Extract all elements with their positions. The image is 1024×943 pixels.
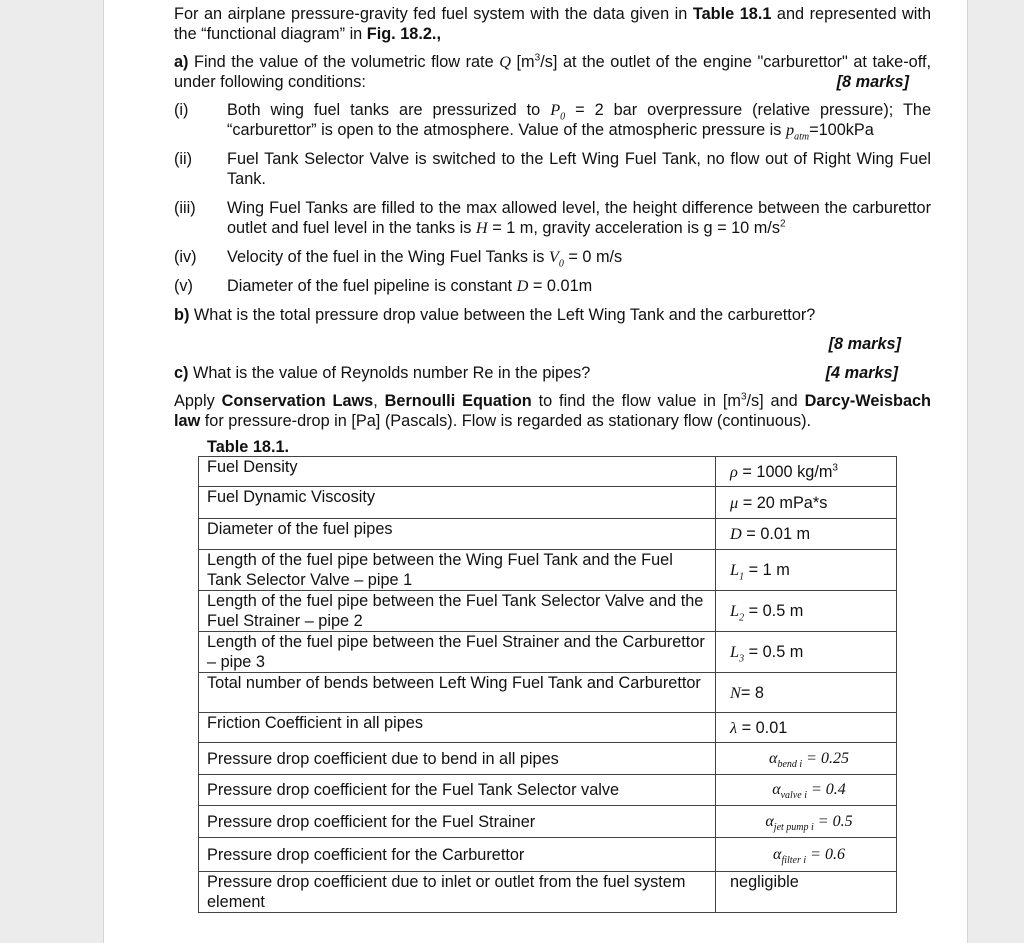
table-row (199, 519, 897, 550)
parameter-value (716, 673, 897, 713)
paragraph-text: for pressure-drop in [Pa] (Pascals). Flow is regarded as stationary flow (continuous). (200, 412, 812, 430)
value-text: = 1000 kg/m (737, 462, 833, 481)
value-text: negligible (730, 873, 799, 891)
subscript: filter i (781, 854, 807, 866)
parameter-name: Pressure drop coefficient for the Carburettor (199, 838, 716, 872)
subscript: 1 (739, 571, 745, 583)
parameter-name: Length of the fuel pipe between the Fuel Tank Selector Valve and the Fuel Strainer – pipe 2 (199, 591, 716, 632)
parameter-name: Friction Coefficient in all pipes (199, 713, 716, 743)
condition-item (174, 247, 931, 270)
parameter-value (716, 713, 897, 743)
subscript: jet pump i (773, 821, 814, 833)
symbol: α (765, 812, 774, 830)
variable: D (516, 276, 529, 295)
table-title: Table 18.1. (207, 438, 290, 456)
question-text: What is the total pressure drop value between the Left Wing Tank and the carburettor? (189, 306, 816, 324)
table-row (199, 743, 897, 775)
symbol: α (773, 845, 782, 863)
figure-reference: Fig. 18.2. (366, 25, 437, 43)
value-text: = 1 m (744, 561, 790, 579)
symbol: α (772, 781, 781, 798)
value-text: = 0.25 (802, 749, 849, 767)
parameter-value (716, 550, 897, 591)
condition-item (174, 149, 931, 189)
parameter-value (716, 838, 897, 872)
variable: p (785, 120, 795, 139)
question-text: Find the value of the volumetric flow rate (188, 53, 500, 71)
value-text: = 8 (740, 683, 764, 702)
table-reference: Table 18.1 (692, 5, 772, 23)
paragraph-text: , (373, 392, 385, 410)
intro-text: For an airplane pressure-gravity fed fuel system with the data given in (174, 5, 693, 23)
table-row (199, 632, 897, 673)
variable: H (475, 218, 488, 237)
variable-q: Q (499, 52, 511, 71)
symbol: λ (730, 717, 738, 737)
condition-text: = 0 m/s (563, 248, 623, 266)
keyword: Darcy-Weisbach law (174, 392, 931, 430)
part-label: c) (174, 364, 189, 382)
condition-number: (ii) (174, 150, 193, 168)
table-row (199, 550, 897, 591)
data-table (198, 456, 897, 913)
condition-text: Diameter of the fuel pipeline is constant (227, 277, 517, 295)
symbol: L (730, 560, 740, 579)
document-content (174, 4, 931, 913)
subscript: atm (794, 131, 810, 143)
condition-text: Fuel Tank Selector Valve is switched to the Left Wing Fuel Tank, no flow out of Right Wing Fuel Tank. (227, 150, 931, 188)
condition-text: Wing Fuel Tanks are filled to the max allowed level, the height difference between the carburettor outlet and fuel level in the tanks is (227, 199, 931, 237)
parameter-value (716, 632, 897, 673)
marks-label: [8 marks] (828, 335, 901, 353)
parameter-value (716, 457, 897, 487)
paragraph-text: Apply (174, 392, 222, 410)
parameter-value (716, 775, 897, 806)
subscript: 0 (558, 258, 564, 270)
condition-text: =100kPa (809, 121, 874, 139)
paragraph-text: to find the flow value in [m (531, 392, 741, 410)
exponent: 3 (832, 462, 838, 474)
intro-paragraph (174, 4, 931, 44)
condition-text: = 2 bar overpressure (relative pressure); The “carburettor” is open to the atmosphere. Value of the atmospheric pressure is (227, 101, 932, 139)
value-text: = 0.5 (813, 812, 853, 830)
condition-item (174, 276, 931, 296)
value-text: = 0.5 m (744, 643, 804, 661)
subscript: valve i (780, 790, 807, 802)
subscript: 0 (560, 111, 566, 123)
symbol: D (730, 524, 742, 543)
condition-text: Velocity of the fuel in the Wing Fuel Tanks is (227, 248, 549, 266)
subscript: 3 (739, 653, 745, 665)
subscript: 2 (739, 612, 745, 624)
condition-number: (i) (174, 101, 189, 119)
part-a-question (174, 52, 931, 92)
condition-item (174, 100, 932, 143)
parameter-name: Total number of bends between Left Wing Fuel Tank and Carburettor (199, 673, 716, 713)
part-c-question (174, 363, 931, 383)
apply-paragraph (174, 391, 931, 431)
question-text: /s] at the outlet of the engine "carburettor" at take-off, under following conditions: (174, 53, 931, 91)
part-b-question (174, 305, 931, 325)
marks-label: [4 marks] (825, 364, 898, 382)
value-text: = 0.5 m (744, 602, 804, 620)
variable: V (548, 247, 559, 266)
condition-text: Both wing fuel tanks are pressurized to (227, 101, 551, 119)
table-row (199, 872, 897, 913)
parameter-value (716, 487, 897, 519)
symbol: L (730, 642, 740, 661)
parameter-name: Fuel Dynamic Viscosity (199, 487, 716, 519)
intro-text: , (436, 25, 441, 43)
table-row (199, 713, 897, 743)
value-text: = 0.4 (806, 781, 846, 798)
parameter-name: Fuel Density (199, 457, 716, 487)
document-page (103, 0, 968, 943)
parameter-name: Length of the fuel pipe between the Wing Fuel Tank and the Fuel Tank Selector Valve – pipe 1 (199, 550, 716, 591)
table-row (199, 806, 897, 838)
table-row (199, 775, 897, 806)
symbol: N (730, 682, 741, 702)
parameter-value (716, 743, 897, 775)
parameter-value (716, 872, 897, 913)
table-row (199, 838, 897, 872)
parameter-name: Length of the fuel pipe between the Fuel Strainer and the Carburettor – pipe 3 (199, 632, 716, 673)
part-b-marks (174, 334, 931, 354)
exponent: 2 (779, 218, 786, 230)
symbol: ρ (730, 461, 738, 481)
table-row (199, 591, 897, 632)
condition-number: (iii) (174, 199, 196, 217)
symbol: α (769, 749, 778, 767)
part-label: a) (174, 53, 189, 71)
parameter-name: Pressure drop coefficient for the Fuel Strainer (199, 806, 716, 838)
parameter-name: Pressure drop coefficient due to inlet or outlet from the fuel system element (199, 872, 716, 913)
intro-text: and represented with the “functional diagram” in (174, 5, 932, 43)
condition-number: (v) (174, 277, 193, 295)
keyword: Bernoulli Equation (384, 392, 532, 410)
condition-number: (iv) (174, 248, 197, 266)
variable: P (550, 100, 561, 119)
part-label: b) (174, 306, 190, 324)
parameter-name: Pressure drop coefficient due to bend in all pipes (199, 743, 716, 775)
parameter-value (716, 806, 897, 838)
value-text: = 0.6 (806, 845, 845, 863)
condition-text: = 1 m, gravity acceleration is g = 10 m/s (487, 219, 780, 237)
condition-item (174, 198, 931, 238)
marks-label: [8 marks] (836, 73, 909, 91)
parameter-value (716, 591, 897, 632)
question-text: [m (510, 53, 535, 71)
symbol: μ (730, 492, 739, 512)
paragraph-text: /s] and (746, 392, 805, 410)
parameter-name: Pressure drop coefficient for the Fuel Tank Selector valve (199, 775, 716, 806)
table-row (199, 673, 897, 713)
value-text: = 0.01 (737, 718, 788, 737)
symbol: L (730, 601, 740, 620)
exponent: 3 (534, 52, 541, 64)
keyword: Conservation Laws (221, 392, 374, 410)
parameter-name: Diameter of the fuel pipes (199, 519, 716, 550)
subscript: bend i (777, 758, 803, 770)
condition-text: = 0.01m (528, 277, 593, 295)
parameter-value (716, 519, 897, 550)
value-text: = 20 mPa*s (738, 493, 828, 512)
question-text: What is the value of Reynolds number Re in the pipes? (188, 364, 591, 382)
value-text: = 0.01 m (741, 525, 811, 543)
exponent: 3 (740, 391, 747, 403)
table-row (199, 457, 897, 487)
table-row (199, 487, 897, 519)
table-body (199, 457, 897, 913)
